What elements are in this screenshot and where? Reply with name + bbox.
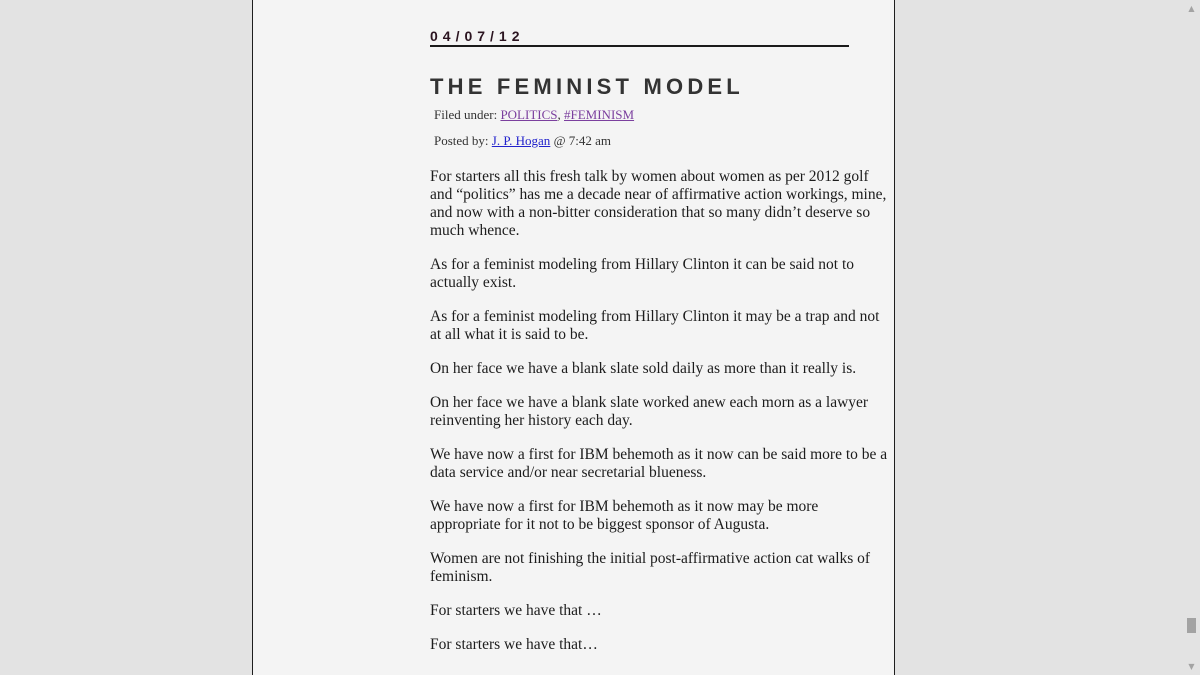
author-link[interactable]: J. P. Hogan [491,133,551,148]
category-link-politics[interactable]: POLITICS [500,107,558,122]
scroll-thumb[interactable] [1187,618,1196,633]
paragraph: For starters we have that… [430,636,598,653]
post-time: 7:42 am [568,133,612,148]
scroll-up-arrow-icon[interactable]: ▲ [1188,4,1195,13]
category-link-feminism[interactable]: #FEMINISM [564,107,635,122]
page-container [252,0,895,675]
filed-under-label: Filed under: [434,107,498,122]
scroll-down-arrow-icon[interactable]: ▼ [1188,662,1195,671]
post-categories [434,106,634,124]
paragraph: As for a feminist modeling from Hillary Clinton it may be a trap and not at all what it is said to be. [430,308,880,343]
paragraph: On her face we have a blank slate worked anew each morn as a lawyer reinventing her history each day. [430,394,869,429]
category-separator: , [557,107,561,122]
post-byline [434,132,611,150]
paragraph: For starters we have that … [430,602,602,619]
paragraph: As for a feminist modeling from Hillary Clinton it can be said not to actually exist. [430,256,855,291]
posted-by-label: Posted by: [434,133,489,148]
paragraph: For starters all this fresh talk by women about women as per 2012 golf and “politics” has me a decade near of affirmative action workings, mine, and now with a non-bitter consideration that so many didn’t deserve so much whence. [430,168,887,239]
paragraph: We have now a first for IBM behemoth as it now can be said more to be a data service and/or near secretarial blueness. [430,446,888,481]
at-symbol: @ [553,133,566,148]
post-body [430,168,892,670]
paragraph: We have now a first for IBM behemoth as it now may be more appropriate for it not to be biggest sponsor of Augusta. [430,498,819,533]
paragraph: On her face we have a blank slate sold daily as more than it really is. [430,360,857,377]
paragraph: Women are not finishing the initial post-affirmative action cat walks of feminism. [430,550,871,585]
vertical-scrollbar[interactable] [1183,0,1200,675]
post-date: 04/07/12 [430,28,849,47]
post-title: THE FEMINIST MODEL [430,74,744,99]
